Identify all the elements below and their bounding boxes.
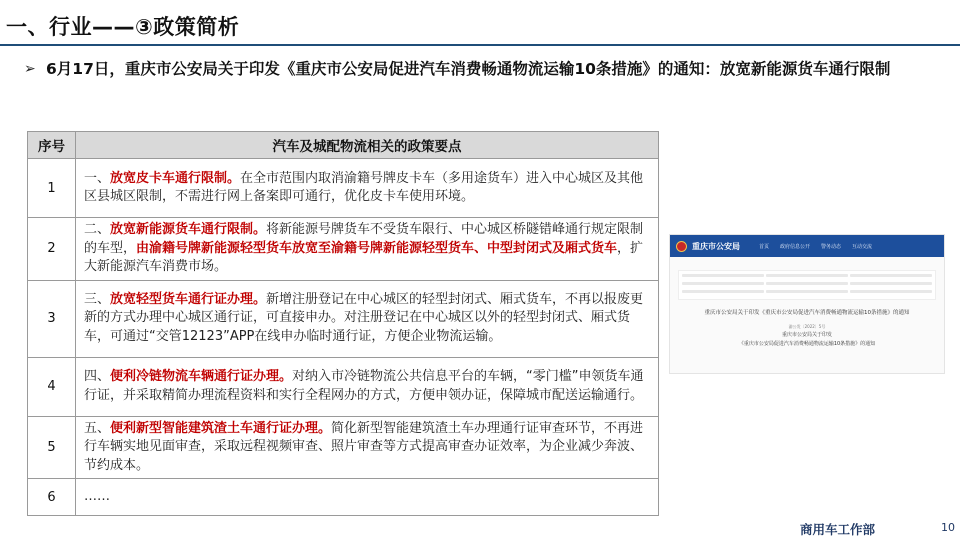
slide-title: 一、行业——③政策简析 xyxy=(6,15,240,39)
table-row xyxy=(28,159,659,218)
footer-department: 商用车工作部 xyxy=(800,522,876,537)
bullet-text: 6月17日，重庆市公安局关于印发《重庆市公安局促进汽车消费畅通物流运输10条措施》的通知：放宽新能源货车通行限制 xyxy=(46,60,891,78)
doc-header-bar xyxy=(670,235,944,257)
header-content: 汽车及城配物流相关的政策要点 xyxy=(76,132,659,159)
header-num: 序号 xyxy=(28,132,76,159)
page-number: 10 xyxy=(941,521,955,534)
bullet-point xyxy=(24,58,944,80)
row-number: 1 xyxy=(28,159,76,218)
item-highlight: 放宽轻型货车通行证办理。 xyxy=(110,291,267,307)
doc-nav-item: 首页 xyxy=(759,243,770,250)
row-content xyxy=(76,218,659,281)
item-prefix: 三、 xyxy=(84,291,111,307)
doc-nav-item: 互动交流 xyxy=(852,243,873,250)
doc-subtitle-2: 《重庆市公安局促进汽车消费畅通物流运输10条措施》的通知 xyxy=(738,341,876,347)
item-highlight: 放宽皮卡车通行限制。 xyxy=(110,170,241,186)
table-row xyxy=(28,357,659,416)
table-header-row xyxy=(28,132,659,159)
doc-number: 渝公发〔2022〕5号 xyxy=(788,324,826,329)
item-prefix: 二、 xyxy=(84,222,111,237)
table-row xyxy=(28,416,659,479)
row-content: …… xyxy=(76,479,659,516)
item-text: 新增注册登记在中心城区的轻型封闭式、厢式货车，不再以报废更新的方式办理中心城区通行证，可直接申办。对注册登记在中心城区以外的轻型封闭式、厢式货车，可通过“交管12123”APP在线申办临时通行证，方便企业物流运输。 xyxy=(84,291,644,344)
item-highlight-2: 由渝籍号牌新能源轻型货车放宽至渝籍号牌新能源轻型货车、中型封闭式及厢式货车 xyxy=(136,240,618,256)
doc-title: 重庆市公安局关于印发《重庆市公安局促进汽车消费畅通物流运输10条措施》的通知 xyxy=(704,310,910,316)
row-content xyxy=(76,357,659,416)
police-emblem-icon xyxy=(676,241,687,252)
doc-nav-item: 政府信息公开 xyxy=(780,243,811,250)
item-prefix: 一、 xyxy=(84,170,111,186)
row-number: 5 xyxy=(28,416,76,479)
item-prefix: 四、 xyxy=(84,369,111,384)
row-number: 3 xyxy=(28,280,76,357)
item-text: 对纳入市冷链物流公共信息平台的车辆，“零门槛”申领货车通行证，并采取精简办理流程资料和实行全程网办的方式，方便申领办证，保障城市配送运输通行。 xyxy=(84,369,644,403)
item-text: 将新能源号牌货车不受货车限行、中心城区桥隧错峰通行规定限制的车型， xyxy=(84,222,644,256)
row-content xyxy=(76,416,659,479)
doc-breadcrumb xyxy=(670,257,944,268)
table-row xyxy=(28,218,659,281)
item-text-2: ，扩大新能源汽车消费市场。 xyxy=(84,240,644,274)
row-number: 6 xyxy=(28,479,76,516)
item-highlight: 放宽新能源货车通行限制。 xyxy=(110,222,267,237)
item-text: 在全市范围内取消渝籍号牌皮卡车（多用途货车）进入中心城区及其他区县城区限制，不需进行网上备案即可通行，优化皮卡车使用环境。 xyxy=(84,170,644,204)
doc-subtitle-1: 重庆市公安局关于印发 xyxy=(781,332,832,338)
doc-meta-box xyxy=(678,270,936,300)
policy-table xyxy=(27,131,659,516)
row-content xyxy=(76,280,659,357)
doc-nav-item: 警务动态 xyxy=(821,243,842,250)
row-number: 4 xyxy=(28,357,76,416)
doc-site-name: 重庆市公安局 xyxy=(692,241,740,251)
item-highlight: 便利新型智能建筑渣土车通行证办理。 xyxy=(110,420,332,436)
item-text: 简化新型智能建筑渣土车办理通行证审查环节，不再进行车辆实地见面审查，采取远程视频审查、照片审查等方式提高审查办证效率，为企业减少奔波、节约成本。 xyxy=(84,420,644,473)
item-highlight: 便利冷链物流车辆通行证办理。 xyxy=(110,369,293,384)
row-content xyxy=(76,159,659,218)
title-divider xyxy=(0,44,960,46)
document-screenshot xyxy=(669,234,945,374)
table-row xyxy=(28,479,659,516)
arrow-bullet-icon: ➢ xyxy=(24,61,36,77)
row-number: 2 xyxy=(28,218,76,281)
item-prefix: 五、 xyxy=(84,420,111,436)
table-row xyxy=(28,280,659,357)
